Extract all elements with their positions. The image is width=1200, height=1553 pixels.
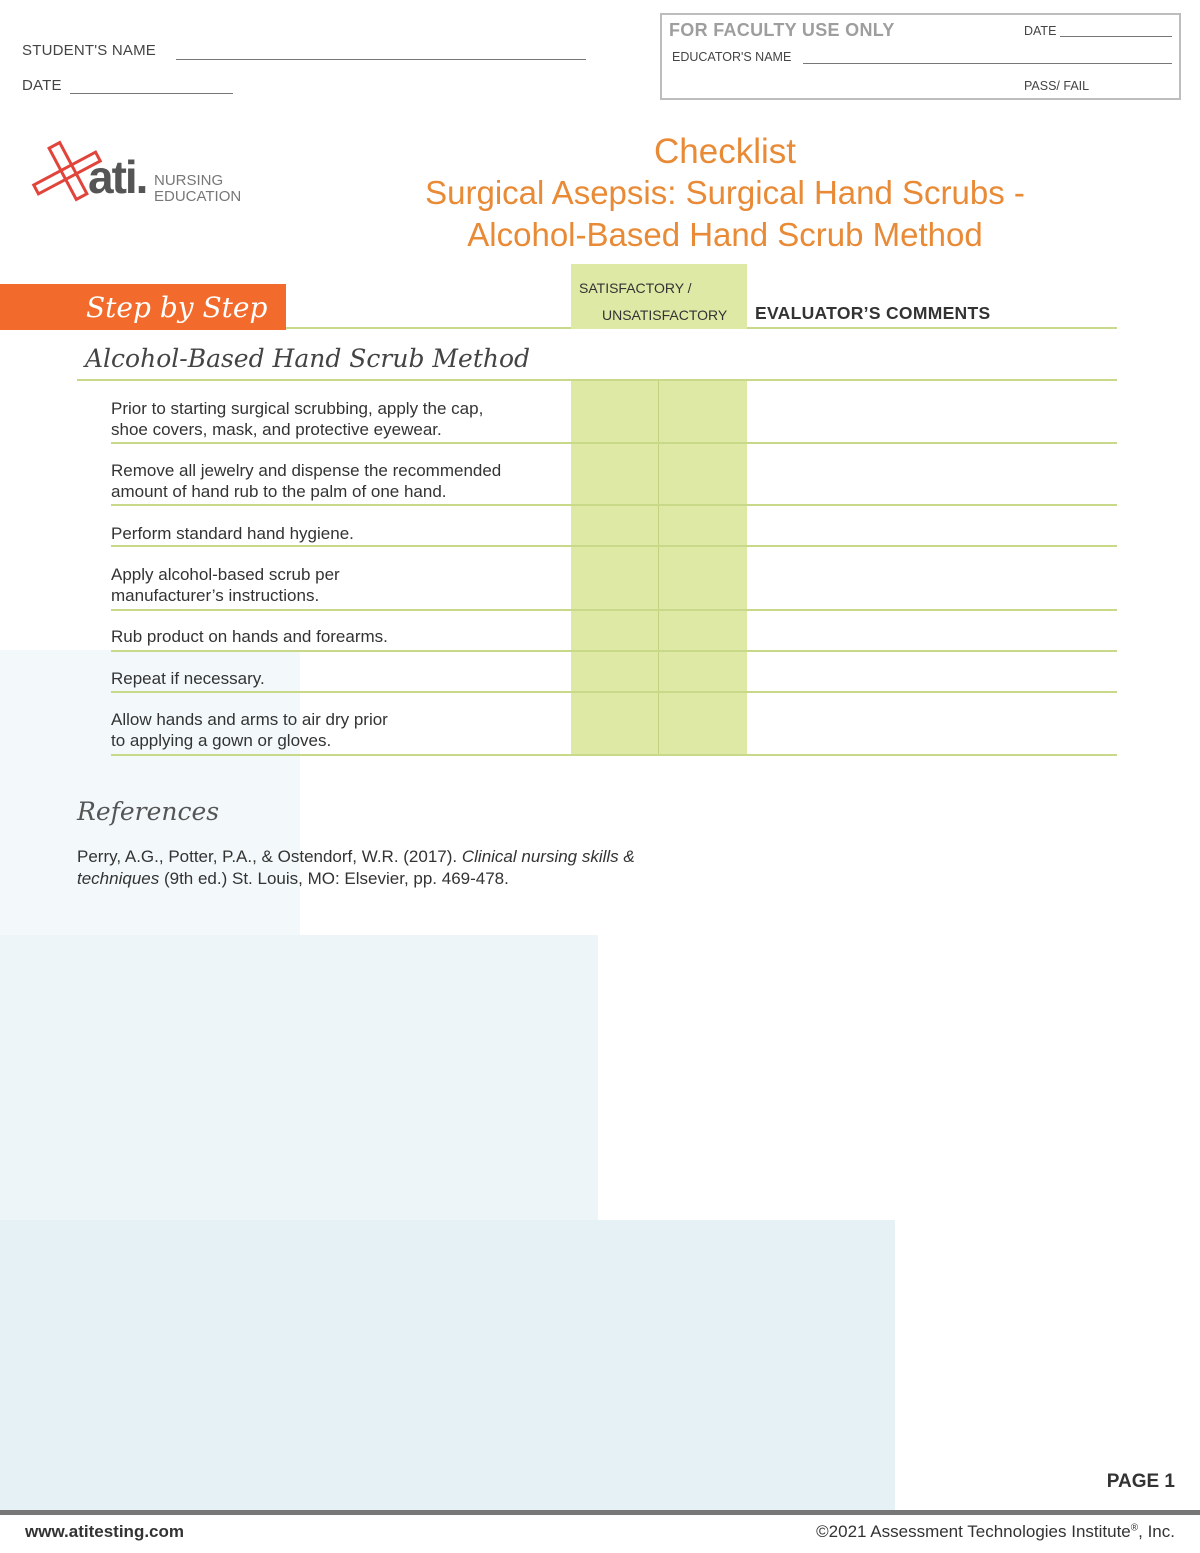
faculty-use-box bbox=[660, 13, 1181, 100]
pass-fail-label: PASS/ FAIL bbox=[1024, 79, 1090, 93]
page-title bbox=[380, 132, 1070, 256]
faculty-date-field[interactable] bbox=[1060, 36, 1172, 37]
section-rule bbox=[77, 379, 1117, 381]
row-divider bbox=[111, 691, 1117, 693]
copyright-notice: ©2021 Assessment Technologies Institute®, Inc. bbox=[816, 1522, 1175, 1541]
step-row-text: Apply alcohol-based scrub per manufacturer’s instructions. bbox=[111, 565, 340, 605]
logo-line1: NURSING bbox=[154, 172, 224, 189]
page-number: PAGE 1 bbox=[1106, 1471, 1175, 1492]
educator-name-label: EDUCATOR'S NAME bbox=[672, 50, 792, 64]
evaluators-comments-label: EVALUATOR’S COMMENTS bbox=[755, 303, 991, 323]
title-line2: Surgical Asepsis: Surgical Hand Scrubs - bbox=[425, 174, 1025, 211]
header-rule bbox=[286, 327, 571, 329]
faculty-title: FOR FACULTY USE ONLY bbox=[669, 20, 895, 40]
background-tint-block bbox=[0, 935, 598, 1220]
title-line3: Alcohol-Based Hand Scrub Method bbox=[467, 216, 983, 253]
website-link[interactable]: www.atitesting.com bbox=[25, 1522, 185, 1541]
educator-name-field[interactable] bbox=[803, 63, 1172, 64]
row-divider bbox=[111, 442, 1117, 444]
title-checklist: Checklist bbox=[654, 132, 796, 171]
step-row-text: Perform standard hand hygiene. bbox=[111, 524, 354, 543]
row-divider bbox=[111, 650, 1117, 652]
student-name-field[interactable] bbox=[176, 59, 586, 60]
step-row-text: Remove all jewelry and dispense the recommended amount of hand rub to the palm of one hand. bbox=[111, 461, 502, 501]
date-label: DATE bbox=[22, 77, 62, 94]
logo-line2: EDUCATION bbox=[154, 188, 242, 205]
section-title: Alcohol-Based Hand Scrub Method bbox=[85, 344, 531, 373]
background-tint-block bbox=[0, 1220, 895, 1510]
reference-citation: Perry, A.G., Potter, P.A., & Ostendorf, W.R. (2017). Clinical nursing skills & techniques (9th ed.) St. Louis, MO: Elsevier, pp. 469-478. bbox=[77, 847, 635, 888]
step-row-text: Allow hands and arms to air dry prior to applying a gown or gloves. bbox=[111, 710, 388, 750]
satisfactory-column bbox=[571, 380, 747, 756]
header-rule bbox=[747, 327, 1117, 329]
footer-divider bbox=[0, 1510, 1200, 1515]
row-divider bbox=[111, 504, 1117, 506]
column-divider bbox=[658, 380, 659, 756]
student-name-label: STUDENT'S NAME bbox=[22, 42, 157, 59]
faculty-date-label: DATE bbox=[1024, 24, 1057, 38]
step-by-step-banner: Step by Step bbox=[0, 284, 286, 330]
references-title: References bbox=[77, 797, 220, 826]
step-row-text: Prior to starting surgical scrubbing, apply the cap, shoe covers, mask, and protective eyewear. bbox=[111, 399, 484, 439]
unsatisfactory-label: UNSATISFACTORY bbox=[602, 307, 728, 323]
satisfactory-label: SATISFACTORY / bbox=[579, 280, 692, 296]
logo-wordmark: ati. bbox=[88, 151, 147, 203]
step-row-text: Repeat if necessary. bbox=[111, 669, 265, 688]
ati-nursing-education-logo bbox=[30, 138, 250, 208]
row-divider bbox=[111, 545, 1117, 547]
date-field[interactable] bbox=[70, 93, 233, 94]
row-divider bbox=[111, 609, 1117, 611]
step-row-text: Rub product on hands and forearms. bbox=[111, 627, 388, 646]
row-divider bbox=[111, 754, 1117, 756]
